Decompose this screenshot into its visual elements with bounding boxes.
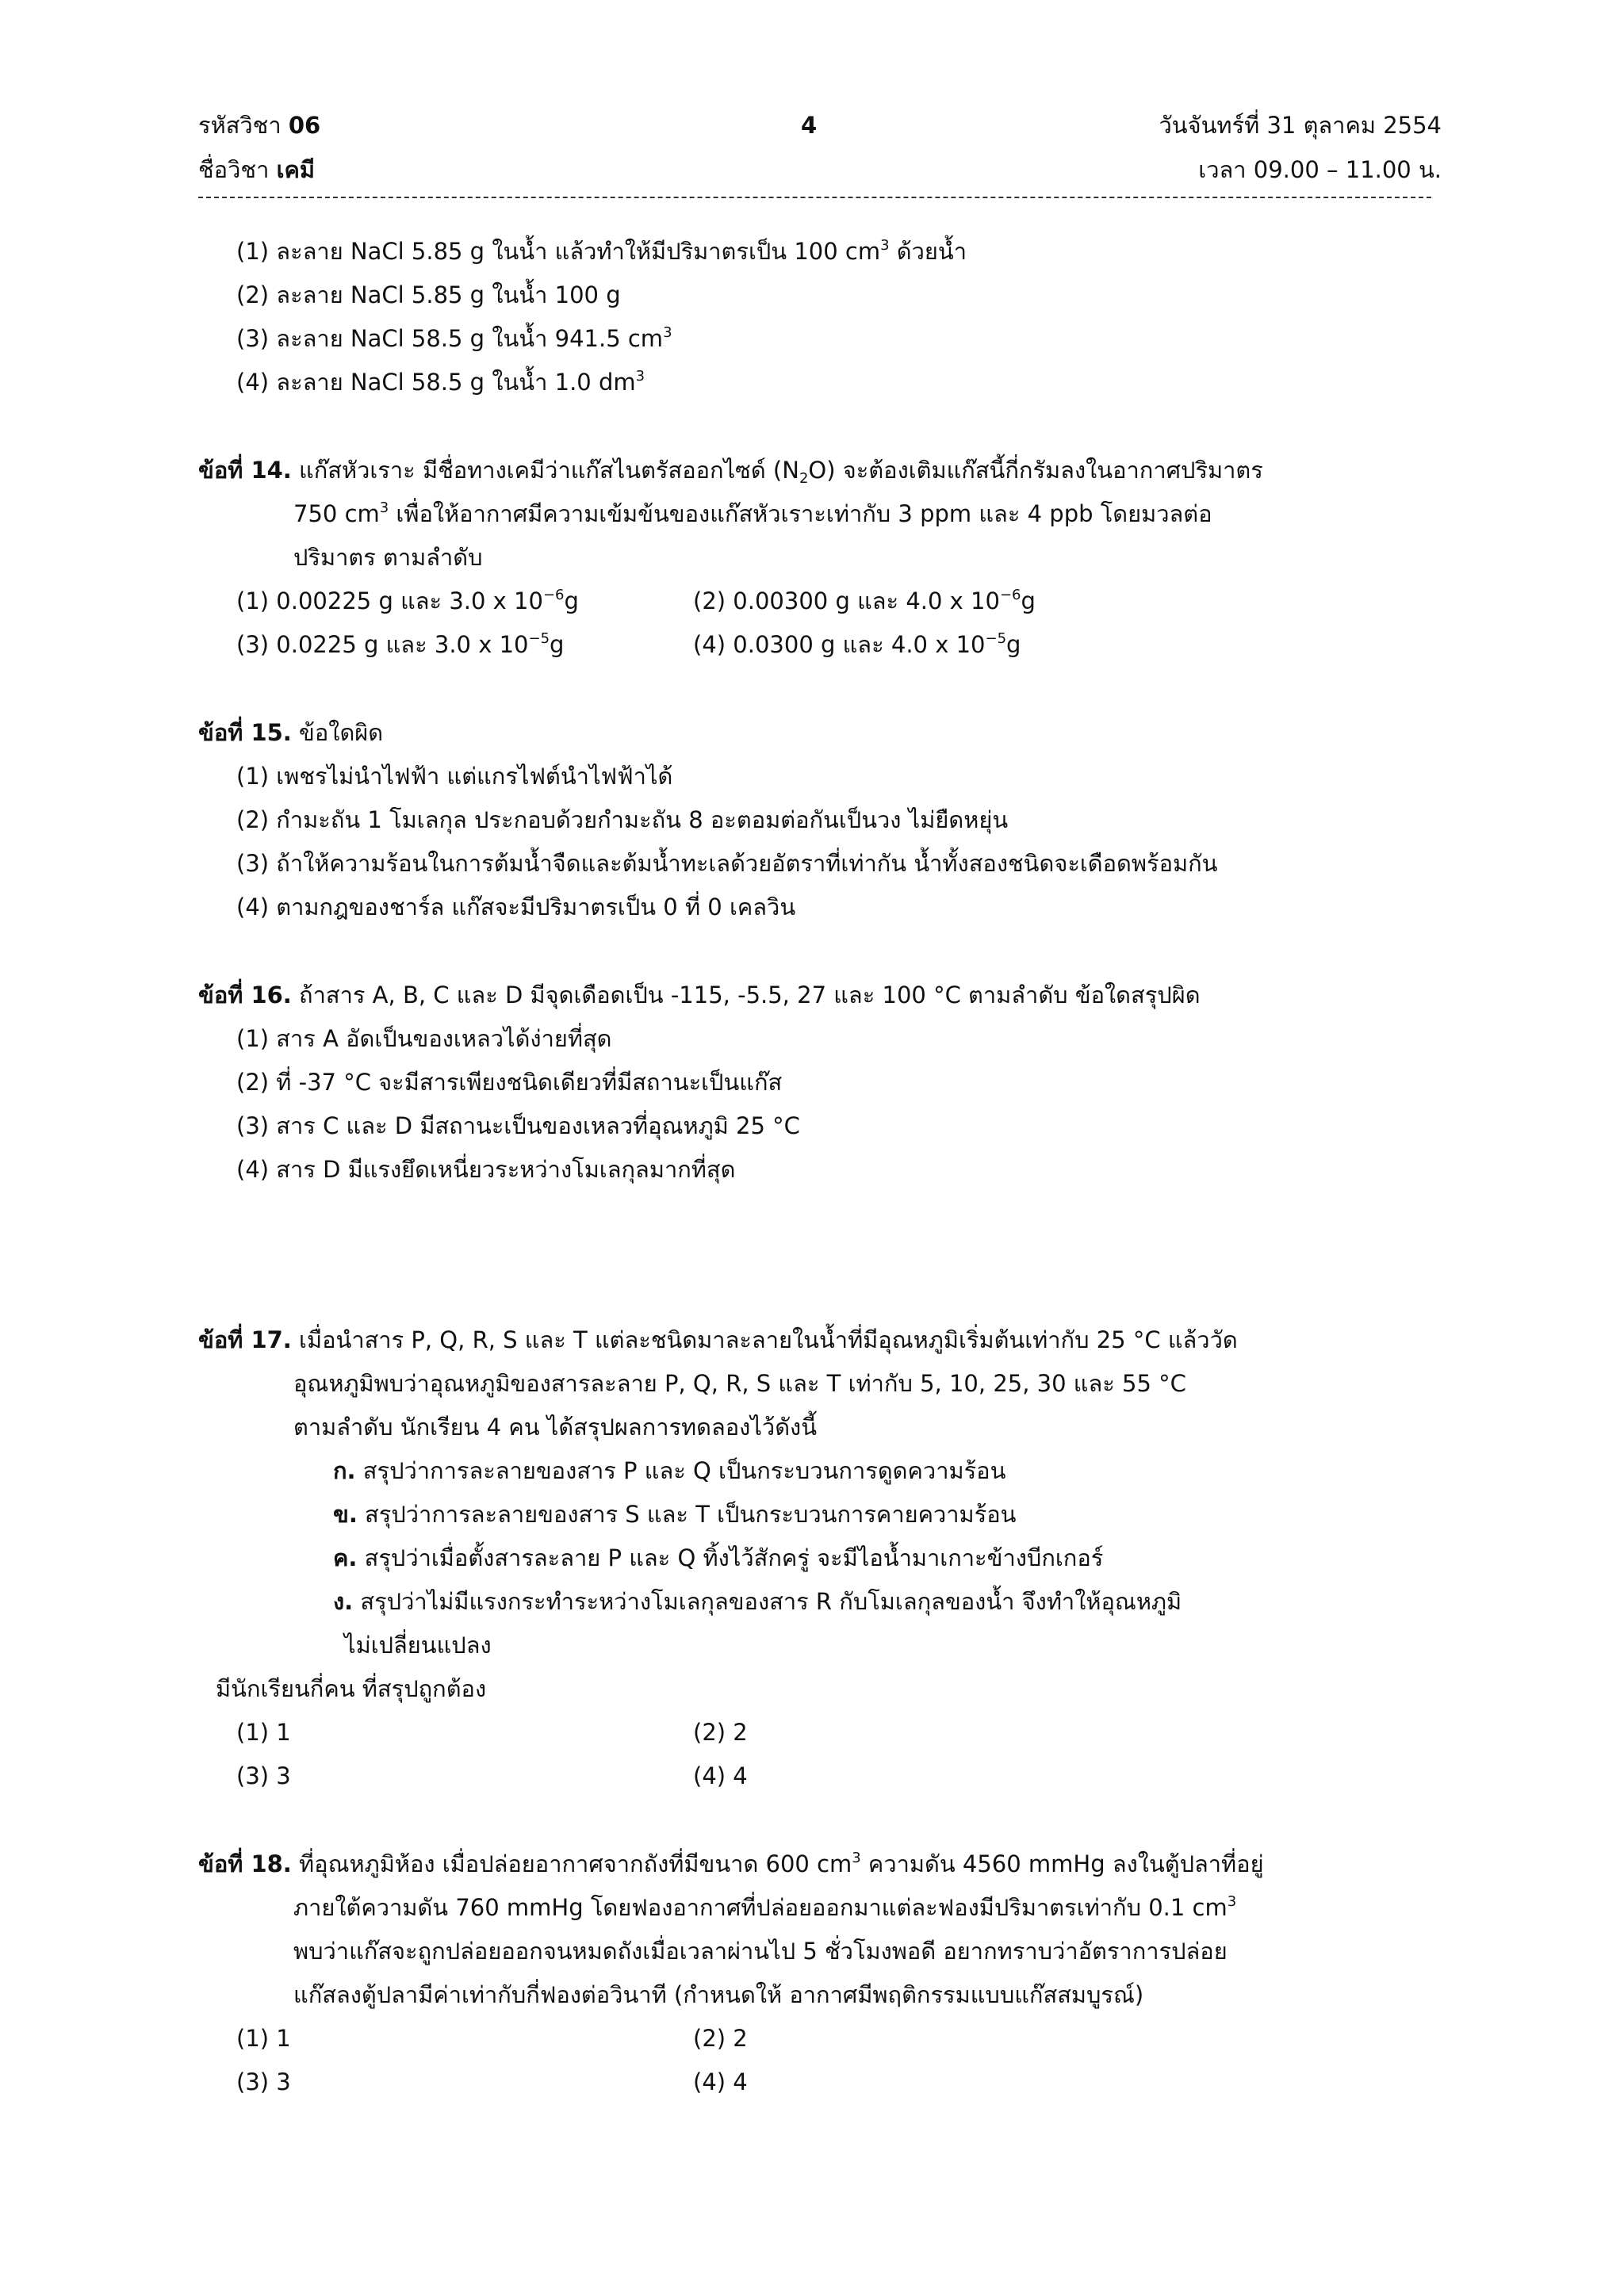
question-14-stem-2: 750 $cm^3$ เพื่อให้อากาศมีความเข้มข้นของแก๊สหัวเราะเท่ากับ 3 ppm และ 4 ppb โดยมวลต่อ [293, 499, 1212, 527]
option-17-2: (2) 2 [693, 1719, 748, 1746]
option-17-1: (1) 1 [236, 1719, 291, 1746]
option-15-4: (4) ตามกฎของชาร์ล แก๊สจะมีปริมาตรเป็น 0 ที่ 0 เคลวิน [236, 894, 796, 920]
option-18-2: (2) 2 [693, 2025, 748, 2052]
question-14-stem-3: ปริมาตร ตามลำดับ [293, 544, 483, 571]
question-13-options [198, 230, 1431, 404]
option-15-3: (3) ถ้าให้ความร้อนในการต้มน้ำจืดและต้มน้ำทะเลด้วยอัตราที่เท่ากัน น้ำทั้งสองชนิดจะเดือดพร้อมกัน [236, 850, 1218, 877]
statement-17-a: ก. สรุปว่าการละลายของสาร P และ Q เป็นกระบวนการดูดความร้อน [333, 1457, 1006, 1484]
header-divider [198, 197, 1431, 198]
option-13-1: (1) ละลาย NaCl 5.85 g ในน้ำ แล้วทำให้มีปริมาตรเป็น 100 $cm^3$ ด้วยน้ำ [236, 237, 967, 265]
question-15-stem: ข้อที่ 15. ข้อใดผิด [198, 719, 384, 746]
question-16-stem: ข้อที่ 16. ถ้าสาร A, B, C และ D มีจุดเดือดเป็น -115, -5.5, 27 และ 100 °C ตามลำดับ ข้อใดสรุปผิด [198, 982, 1201, 1008]
question-17-options-row-1 [198, 1711, 1431, 1755]
question-15 [198, 711, 1431, 929]
header-right [1159, 103, 1442, 192]
question-17-stem: ข้อที่ 17. เมื่อนำสาร P, Q, R, S และ T แต่ละชนิดมาละลายในน้ำที่มีอุณหภูมิเริ่มต้นเท่ากับ 25 °C แล้ววัด [198, 1326, 1238, 1353]
option-17-3: (3) 3 [236, 1762, 291, 1789]
spacer [198, 667, 1431, 711]
option-13-4: (4) ละลาย NaCl 58.5 g ในน้ำ 1.0 $dm^3$ [236, 368, 645, 396]
question-14-options-row-2 [198, 623, 1431, 667]
option-16-3: (3) สาร C และ D มีสถานะเป็นของเหลวที่อุณหภูมิ 25 °C [236, 1112, 800, 1139]
option-15-2: (2) กำมะถัน 1 โมเลกุล ประกอบด้วยกำมะถัน 8 อะตอมต่อกันเป็นวง ไม่ยืดหยุ่น [236, 806, 1009, 833]
exam-content [198, 230, 1431, 2104]
statement-17-b: ข. สรุปว่าการละลายของสาร S และ T เป็นกระบวนการคายความร้อน [333, 1501, 1017, 1528]
option-18-1: (1) 1 [236, 2025, 291, 2052]
option-13-2: (2) ละลาย NaCl 5.85 g ในน้ำ 100 g [236, 281, 621, 308]
page-number: 4 [801, 112, 818, 139]
option-15-1: (1) เพชรไม่นำไฟฟ้า แต่แกรไฟต์นำไฟฟ้าได้ [236, 763, 673, 790]
question-14-options-row-1 [198, 580, 1431, 623]
header-left [198, 103, 320, 192]
spacer [198, 404, 1431, 449]
option-16-4: (4) สาร D มีแรงยึดเหนี่ยวระหว่างโมเลกุลมากที่สุด [236, 1156, 736, 1183]
question-17-prompt: มีนักเรียนกี่คน ที่สรุปถูกต้อง [216, 1675, 487, 1702]
exam-date: วันจันทร์ที่ 31 ตุลาคม 2554 [1159, 112, 1442, 139]
option-14-2: (2) 0.00300 g และ 4.0 x $10^{-6}g$ [693, 587, 1036, 614]
spacer [198, 1192, 1431, 1318]
question-17 [198, 1318, 1431, 1798]
course-code: รหัสวิชา 06 [198, 112, 321, 139]
question-18-options-row-2 [198, 2061, 1431, 2104]
spacer [198, 1798, 1431, 1843]
option-14-1: (1) 0.00225 g และ 3.0 x $10^{-6}g$ [236, 587, 579, 614]
option-16-1: (1) สาร A อัดเป็นของเหลวได้ง่ายที่สุด [236, 1025, 612, 1052]
question-18 [198, 1843, 1431, 2104]
question-18-stem: ข้อที่ 18. ที่อุณหภูมิห้อง เมื่อปล่อยอากาศจากถังที่มีขนาด 600 $cm^3$ ความดัน 4560 mmHg ลงในตู้ปลาที่อยู่ [198, 1850, 1264, 1877]
question-18-options-row-1 [198, 2017, 1431, 2061]
statement-17-c: ค. สรุปว่าเมื่อตั้งสารละลาย P และ Q ทิ้งไว้สักครู่ จะมีไอน้ำมาเกาะข้างบีกเกอร์ [333, 1544, 1104, 1571]
question-14-stem: ข้อที่ 14. แก๊สหัวเราะ มีชื่อทางเคมีว่าแก๊สไนตรัสออกไซด์ $(N_2O)$ จะต้องเติมแก๊สนี้กี่กรัมลงในอากาศปริมาตร [198, 457, 1263, 487]
question-17-options-row-2 [198, 1755, 1431, 1798]
course-name: ชื่อวิชา เคมี [198, 156, 316, 183]
question-17-stem-3: ตามลำดับ นักเรียน 4 คน ได้สรุปผลการทดลองไว้ดังนี้ [293, 1414, 818, 1441]
question-16 [198, 974, 1431, 1192]
question-18-stem-4: แก๊สลงตู้ปลามีค่าเท่ากับกี่ฟองต่อวินาที (กำหนดให้ อากาศมีพฤติกรรมแบบแก๊สสมบูรณ์) [293, 1981, 1144, 2008]
question-18-stem-3: พบว่าแก๊สจะถูกปล่อยออกจนหมดถังเมื่อเวลาผ่านไป 5 ชั่วโมงพอดี อยากทราบว่าอัตราการปล่อย [293, 1938, 1228, 1965]
option-16-2: (2) ที่ -37 °C จะมีสารเพียงชนิดเดียวที่มีสถานะเป็นแก๊ส [236, 1069, 783, 1096]
question-17-stem-2: อุณหภูมิพบว่าอุณหภูมิของสารละลาย P, Q, R, S และ T เท่ากับ 5, 10, 25, 30 และ 55 °C [293, 1370, 1186, 1397]
question-18-stem-2: ภายใต้ความดัน 760 mmHg โดยฟองอากาศที่ปล่อยออกมาแต่ละฟองมีปริมาตรเท่ากับ 0.1 $cm^3$ [293, 1893, 1237, 1921]
option-14-3: (3) 0.0225 g และ 3.0 x $10^{-5}g$ [236, 630, 565, 658]
option-14-4: (4) 0.0300 g และ 4.0 x $10^{-5}g$ [693, 630, 1021, 658]
option-18-3: (3) 3 [236, 2068, 291, 2095]
statement-17-d: ง. สรุปว่าไม่มีแรงกระทำระหว่างโมเลกุลของสาร R กับโมเลกุลของน้ำ จึงทำให้อุณหภูมิ [333, 1588, 1182, 1615]
exam-time: เวลา 09.00 – 11.00 น. [1198, 156, 1442, 183]
question-14 [198, 449, 1431, 667]
option-17-4: (4) 4 [693, 1762, 748, 1789]
statement-17-d-cont: ไม่เปลี่ยนแปลง [344, 1632, 492, 1659]
spacer [198, 929, 1431, 974]
option-18-4: (4) 4 [693, 2068, 748, 2095]
option-13-3: (3) ละลาย NaCl 58.5 g ในน้ำ 941.5 $cm^3$ [236, 324, 672, 352]
